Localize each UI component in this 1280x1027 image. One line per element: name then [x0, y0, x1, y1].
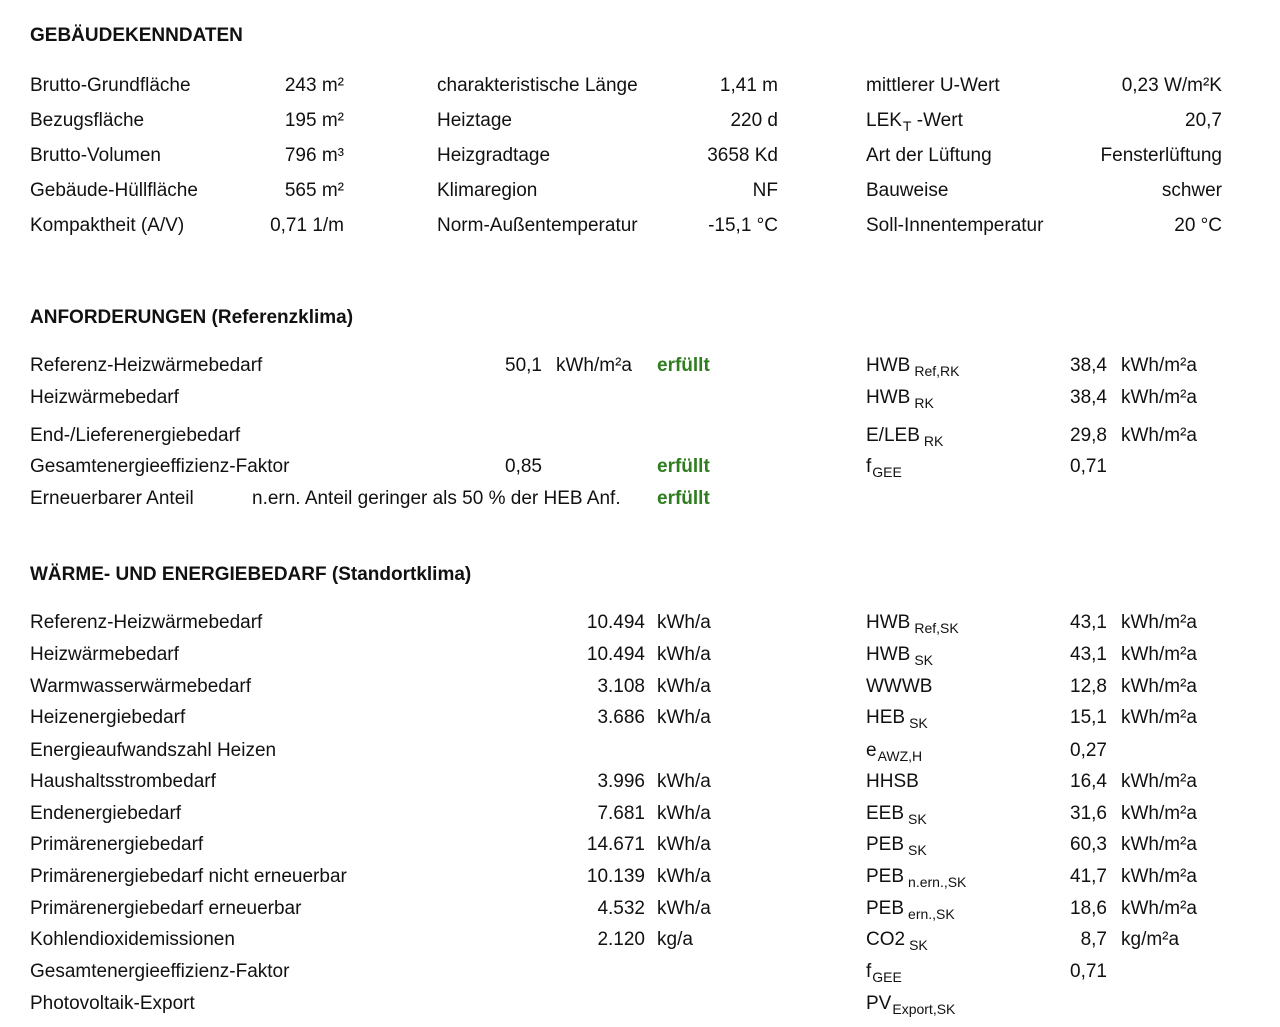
kenndaten-value: 1,41 m — [719, 75, 778, 96]
kennwert-symbol: HHSB — [866, 771, 919, 792]
kenndaten-value: 3658 Kd — [707, 145, 778, 166]
bedarf-value: 4.532 — [597, 898, 645, 919]
kenndaten-value: 220 d — [730, 110, 778, 131]
kennwert-symbol: $f_{GEE}$ — [866, 961, 902, 985]
kenndaten-label: Gebäude-Hüllfläche — [30, 180, 198, 201]
kennwert-unit: kg/m²a — [1121, 929, 1180, 950]
bedarf-unit: kWh/a — [657, 707, 711, 728]
kennwert-value: 60,3 — [1070, 834, 1107, 855]
bedarf-unit: kWh/a — [657, 866, 711, 887]
kenndaten-value: NF — [752, 180, 778, 201]
status-erfuellt: erfüllt — [657, 456, 710, 477]
status-erfuellt: erfüllt — [657, 355, 710, 376]
bedarf-label: Kohlendioxidemissionen — [30, 929, 235, 950]
bedarf-label: Gesamtenergieeffizienz-Faktor — [30, 961, 290, 982]
bedarf-label: Primärenergiebedarf erneuerbar — [30, 898, 302, 919]
kennwert-symbol: PEB $_{n.ern.,SK}$ — [866, 866, 967, 890]
kenndaten-value: 796 m³ — [284, 145, 344, 166]
kennwert-unit: kWh/m²a — [1121, 898, 1197, 919]
kennwert-value: 38,4 — [1070, 387, 1107, 408]
kennwert-value: 12,8 — [1070, 676, 1107, 697]
kennwert-value: 41,7 — [1070, 866, 1107, 887]
bedarf-unit: kWh/a — [657, 771, 711, 792]
bedarf-label: Warmwasserwärmebedarf — [30, 676, 252, 697]
bedarf-unit: kWh/a — [657, 612, 711, 633]
bedarf-label: Haushaltsstrombedarf — [30, 771, 216, 792]
anforderung-value: 50,1 — [505, 355, 542, 376]
kenndaten-value: 20 °C — [1174, 215, 1222, 236]
bedarf-label: Heizwärmebedarf — [30, 644, 179, 665]
bedarf-unit: kg/a — [657, 929, 693, 950]
bedarf-label: Primärenergiebedarf — [30, 834, 204, 855]
kenndaten-label: Heiztage — [437, 110, 512, 131]
kenndaten-value: 243 m² — [284, 75, 344, 96]
anforderung-label: Erneuerbarer Anteil — [30, 488, 194, 509]
bedarf-label: Energieaufwandszahl Heizen — [30, 740, 277, 761]
kenndaten-value: 565 m² — [284, 180, 344, 201]
kennwert-symbol: HWB $_{Ref,RK}$ — [866, 355, 960, 379]
kennwert-unit: kWh/m²a — [1121, 676, 1197, 697]
kenndaten-label: charakteristische Länge — [437, 75, 638, 96]
kennwert-unit: kWh/m²a — [1121, 355, 1197, 376]
kennwert-symbol: HWB $_{SK}$ — [866, 644, 934, 668]
kenndaten-label: Heizgradtage — [437, 145, 551, 166]
kennwert-value: 43,1 — [1070, 612, 1107, 633]
bedarf-value: 10.139 — [586, 866, 645, 887]
section-title-waerme-energiebedarf: WÄRME- UND ENERGIEBEDARF (Standortklima) — [30, 564, 472, 585]
kenndaten-label: Kompaktheit (A/V) — [30, 215, 185, 236]
kennwert-value: 0,71 — [1070, 961, 1107, 982]
anforderung-value: 0,85 — [505, 456, 542, 477]
anforderung-label: Referenz-Heizwärmebedarf — [30, 355, 263, 376]
bedarf-label: Photovoltaik-Export — [30, 993, 195, 1014]
kenndaten-label: $LEK_T$ -Wert — [866, 110, 963, 134]
kennwert-symbol: WWWB — [866, 676, 933, 697]
kennwert-symbol: $PV_{Export,SK}$ — [866, 993, 956, 1017]
kennwert-unit: kWh/m²a — [1121, 644, 1197, 665]
status-erfuellt: erfüllt — [657, 488, 710, 509]
kenndaten-value: Fensterlüftung — [1100, 145, 1222, 166]
kennwert-symbol: EEB $_{SK}$ — [866, 803, 927, 827]
kennwert-value: 29,8 — [1070, 425, 1107, 446]
kenndaten-label: Soll-Innentemperatur — [866, 215, 1044, 236]
kennwert-value: 38,4 — [1070, 355, 1107, 376]
kennwert-value: 15,1 — [1070, 707, 1107, 728]
kennwert-value: 8,7 — [1080, 929, 1107, 950]
kenndaten-value: 20,7 — [1185, 110, 1222, 131]
kenndaten-label: Art der Lüftung — [866, 145, 992, 166]
kennwert-symbol: HWB $_{Ref,SK}$ — [866, 612, 959, 636]
bedarf-value: 7.681 — [597, 803, 645, 824]
kennwert-symbol: E/LEB $_{RK}$ — [866, 425, 944, 449]
kenndaten-label: mittlerer U-Wert — [866, 75, 1000, 96]
kennwert-unit: kWh/m²a — [1121, 803, 1197, 824]
bedarf-label: Referenz-Heizwärmebedarf — [30, 612, 263, 633]
kenndaten-label: Bezugsfläche — [30, 110, 145, 131]
kennwert-symbol: CO2 $_{SK}$ — [866, 929, 928, 953]
kennwert-value: 0,27 — [1070, 740, 1107, 761]
kenndaten-value: schwer — [1161, 180, 1222, 201]
bedarf-value: 3.686 — [597, 707, 645, 728]
kennwert-value: 31,6 — [1070, 803, 1107, 824]
kennwert-symbol: $f_{GEE}$ — [866, 456, 902, 480]
bedarf-unit: kWh/a — [657, 644, 711, 665]
kennwert-unit: kWh/m²a — [1121, 387, 1197, 408]
bedarf-unit: kWh/a — [657, 676, 711, 697]
kennwert-symbol: HWB $_{RK}$ — [866, 387, 934, 411]
bedarf-label: Heizenergiebedarf — [30, 707, 186, 728]
anforderung-label: Heizwärmebedarf — [30, 387, 179, 408]
section-title-anforderungen: ANFORDERUNGEN (Referenzklima) — [30, 307, 354, 328]
kennwert-symbol: PEB $_{SK}$ — [866, 834, 927, 858]
kennwert-symbol: HEB $_{SK}$ — [866, 707, 928, 731]
bedarf-value: 10.494 — [586, 612, 645, 633]
kennwert-unit: kWh/m²a — [1121, 707, 1197, 728]
bedarf-label: Endenergiebedarf — [30, 803, 182, 824]
kenndaten-label: Brutto-Volumen — [30, 145, 161, 166]
anforderung-label: End-/Lieferenergiebedarf — [30, 425, 241, 446]
kenndaten-value: -15,1 °C — [708, 215, 778, 236]
kenndaten-label: Brutto-Grundfläche — [30, 75, 191, 96]
bedarf-value: 14.671 — [586, 834, 645, 855]
bedarf-unit: kWh/a — [657, 834, 711, 855]
kennwert-symbol: $e_{AWZ,H}$ — [866, 740, 923, 764]
anforderung-label: Gesamtenergieeffizienz-Faktor — [30, 456, 290, 477]
bedarf-value: 3.996 — [597, 771, 645, 792]
bedarf-value: 10.494 — [586, 644, 645, 665]
kennwert-value: 16,4 — [1070, 771, 1107, 792]
kenndaten-label: Bauweise — [866, 180, 949, 201]
kenndaten-label: Klimaregion — [437, 180, 538, 201]
section-title-gebaeudekenndaten: GEBÄUDEKENNDATEN — [30, 25, 243, 46]
kennwert-symbol: PEB $_{ern.,SK}$ — [866, 898, 955, 922]
kennwert-unit: kWh/m²a — [1121, 771, 1197, 792]
bedarf-value: 2.120 — [597, 929, 645, 950]
kennwert-unit: kWh/m²a — [1121, 834, 1197, 855]
kennwert-unit: kWh/m²a — [1121, 425, 1197, 446]
kennwert-value: 18,6 — [1070, 898, 1107, 919]
kennwert-unit: kWh/m²a — [1121, 866, 1197, 887]
kenndaten-value: 0,23 W/m²K — [1121, 75, 1222, 96]
kennwert-value: 0,71 — [1070, 456, 1107, 477]
bedarf-unit: kWh/a — [657, 898, 711, 919]
kennwert-unit: kWh/m²a — [1121, 612, 1197, 633]
kenndaten-label: Norm-Außentemperatur — [437, 215, 638, 236]
kennwert-value: 43,1 — [1070, 644, 1107, 665]
kenndaten-value: 0,71 1/m — [270, 215, 344, 236]
bedarf-value: 3.108 — [597, 676, 645, 697]
bedarf-unit: kWh/a — [657, 803, 711, 824]
anforderung-unit: kWh/m²a — [556, 355, 632, 376]
bedarf-label: Primärenergiebedarf nicht erneuerbar — [30, 866, 347, 887]
kenndaten-value: 195 m² — [284, 110, 344, 131]
anforderung-value: n.ern. Anteil geringer als 50 % der HEB Anf. — [252, 488, 621, 509]
